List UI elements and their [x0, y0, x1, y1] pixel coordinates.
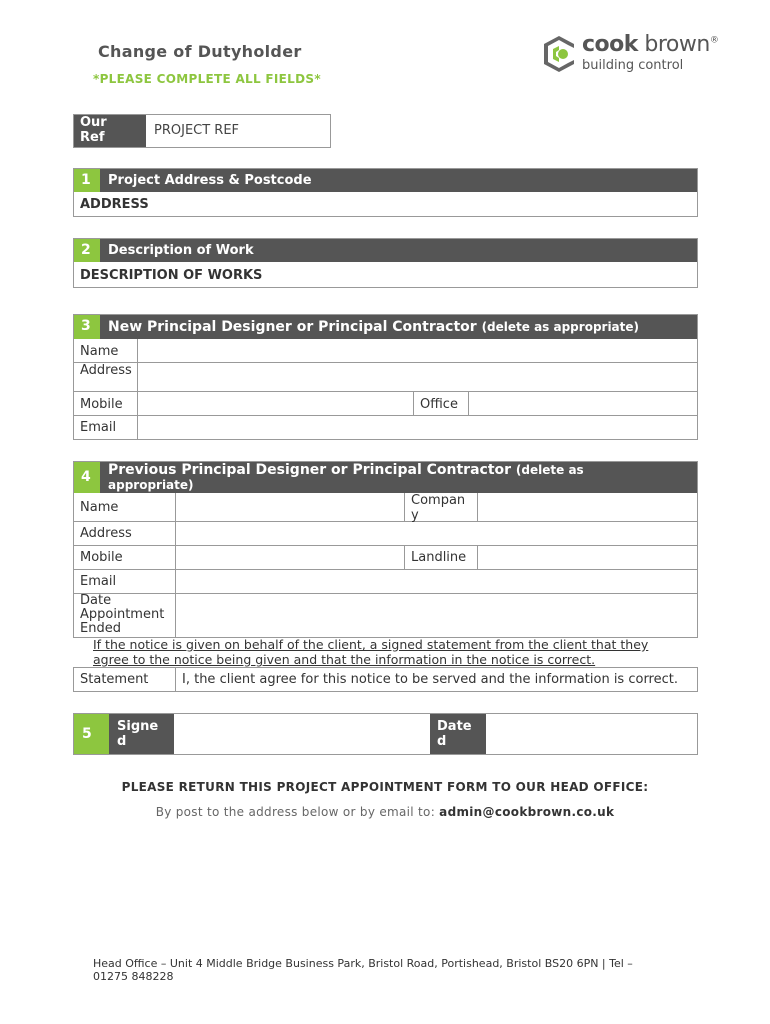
- section3-address-field[interactable]: [140, 364, 696, 390]
- section4-company-field[interactable]: [480, 495, 696, 520]
- page-title: Change of Dutyholder: [98, 42, 302, 61]
- section3-title: New Principal Designer or Principal Contractor (delete as appropriate): [108, 319, 640, 335]
- section4-email-label: Email: [80, 574, 117, 589]
- section4-date-field[interactable]: [178, 595, 696, 637]
- section4-address-label: Address: [80, 526, 132, 541]
- section4-email-field[interactable]: [178, 571, 696, 592]
- section4-name-field[interactable]: [178, 495, 402, 520]
- section2-description-value[interactable]: DESCRIPTION OF WORKS: [80, 268, 263, 283]
- our-ref-label: Our Ref: [80, 115, 107, 145]
- return-email-link[interactable]: admin@cookbrown.co.uk: [439, 805, 615, 819]
- return-text-line: By post to the address below or by email to: admin@cookbrown.co.uk: [155, 805, 615, 819]
- page-subtitle: *PLEASE COMPLETE ALL FIELDS*: [93, 72, 321, 86]
- section3-mobile-field[interactable]: [140, 393, 410, 414]
- section4-notice: If the notice is given on behalf of the client, a signed statement from the client that they agree to the notice being given and that the information in the notice is correct.: [93, 637, 649, 667]
- signed-label: Signed: [117, 719, 159, 749]
- section3-office-label: Office: [420, 397, 458, 412]
- dated-label: Dated: [437, 719, 472, 749]
- section4-address-field[interactable]: [178, 523, 696, 544]
- our-ref-value[interactable]: PROJECT REF: [154, 123, 240, 138]
- section4-mobile-label: Mobile: [80, 550, 123, 565]
- section4-landline-label: Landline: [411, 550, 467, 565]
- section1-number: 1: [81, 172, 91, 188]
- section2-title: Description of Work: [108, 243, 254, 258]
- section5-number: 5: [82, 726, 92, 742]
- section3-number: 3: [81, 318, 91, 334]
- signed-field[interactable]: [176, 715, 428, 753]
- section3-name-label: Name: [80, 344, 119, 359]
- section3-office-field[interactable]: [471, 393, 696, 414]
- section3-name-field[interactable]: [140, 341, 696, 361]
- statement-text: I, the client agree for this notice to be served and the information is correct.: [182, 672, 678, 687]
- dated-field[interactable]: [488, 715, 696, 753]
- logo-tagline: building control: [582, 58, 684, 73]
- section4-landline-field[interactable]: [480, 547, 696, 568]
- section1-address-value[interactable]: ADDRESS: [80, 197, 149, 212]
- head-office-address: Head Office – Unit 4 Middle Bridge Business Park, Bristol Road, Portishead, Bristol BS20 6PN | Tel – 01275 848228: [93, 957, 633, 983]
- statement-label: Statement: [80, 672, 149, 687]
- section4-number: 4: [81, 469, 91, 485]
- section1-title: Project Address & Postcode: [108, 173, 312, 188]
- section4-title: Previous Principal Designer or Principal Contractor (delete as appropriate): [108, 462, 584, 492]
- section3-email-label: Email: [80, 420, 117, 435]
- section3-address-label: Address: [80, 363, 132, 378]
- logo-brand: cook brown®: [582, 32, 719, 57]
- logo-mark-icon: [540, 34, 578, 74]
- section4-mobile-field[interactable]: [178, 547, 402, 568]
- section2-number: 2: [81, 242, 91, 258]
- brand-logo: [540, 30, 740, 78]
- return-heading: PLEASE RETURN THIS PROJECT APPOINTMENT FORM TO OUR HEAD OFFICE:: [121, 780, 649, 794]
- section3-email-field[interactable]: [140, 417, 696, 439]
- section4-name-label: Name: [80, 500, 119, 515]
- section3-mobile-label: Mobile: [80, 397, 123, 412]
- section4-company-label: Company: [411, 493, 466, 523]
- section4-date-label: Date Appointment Ended: [80, 593, 165, 636]
